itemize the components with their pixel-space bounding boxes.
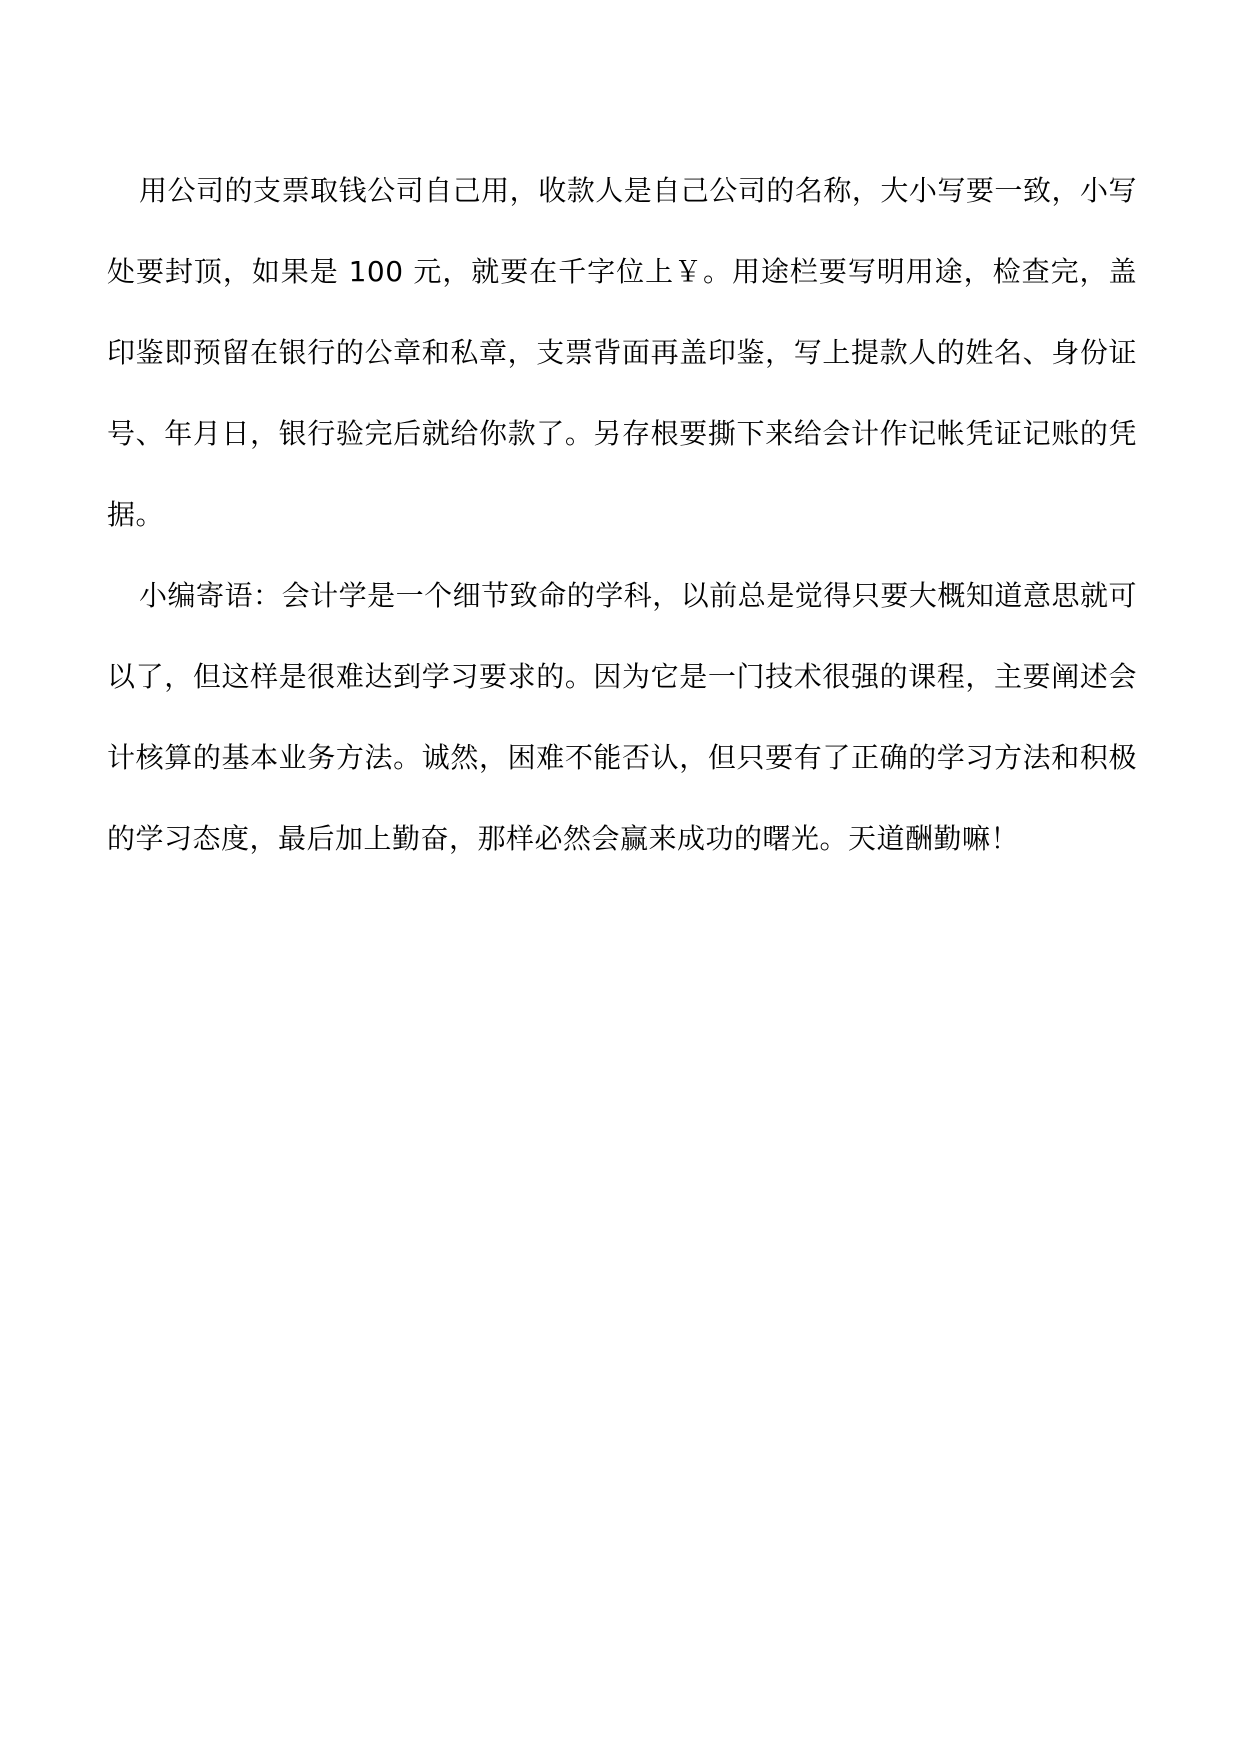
paragraph-check-withdrawal: 用公司的支票取钱公司自己用，收款人是自己公司的名称，大小写要一致，小写处要封顶，如果是 100 元，就要在千字位上￥。用途栏要写明用途，检查完，盖印鉴即预留在银行的公章和私章，支票背面再盖印鉴，写上提款人的姓名、身份证号、年月日，银行验完后就给你款了。另存根要撕下来给会计作记帐凭证记账的凭据。 xyxy=(107,174,1137,531)
document-body xyxy=(107,150,1137,879)
paragraph-editor-note: 小编寄语：会计学是一个细节致命的学科，以前总是觉得只要大概知道意思就可以了，但这样是很难达到学习要求的。因为它是一门技术很强的课程，主要阐述会计核算的基本业务方法。诚然，困难不能否认，但只要有了正确的学习方法和积极的学习态度，最后加上勤奋，那样必然会赢来成功的曙光。天道酬勤嘛！ xyxy=(107,579,1137,855)
